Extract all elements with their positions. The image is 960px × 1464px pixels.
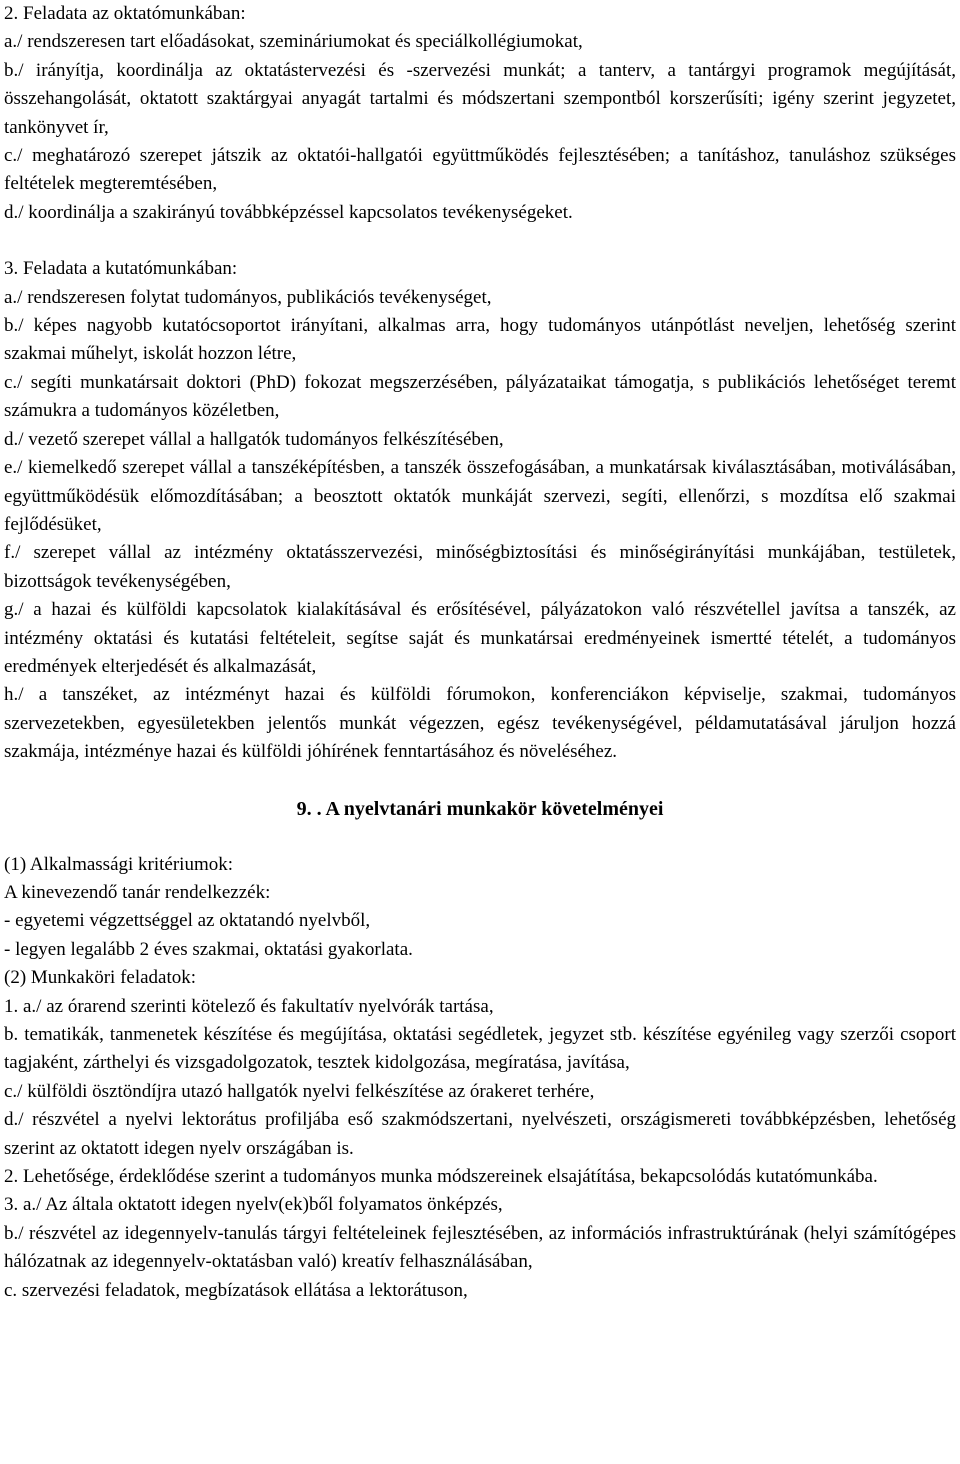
section-3-item-c: c./ segíti munkatársait doktori (PhD) fokozat megszerzésében, pályázataikat támogatja, s publikációs lehetőséget teremt számukra a tudományos közéletben,: [4, 371, 956, 422]
duty-3a: 3. a./ Az általa oktatott idegen nyelv(ek)ből folyamatos önképzés,: [4, 1194, 503, 1216]
section-3-item-e: e./ kiemelkedő szerepet vállal a tanszéképítésben, a tanszék összefogásában, a munkatársak kiválasztásában, motiválásában, együttműködésük előmozdításában; a beosztott oktatók munkáját szervezi, segíti, ellenőrzi, s mozdítsa elő szakmai fejlődésüket,: [4, 457, 956, 535]
criteria-intro: A kinevezendő tanár rendelkezzék:: [4, 881, 271, 903]
section-2-item-d: d./ koordinálja a szakirányú továbbképzéssel kapcsolatos tevékenységeket.: [4, 201, 573, 223]
section-3-item-b: b./ képes nagyobb kutatócsoportot irányítani, alkalmas arra, hogy tudományos utánpótlást neveljen, lehetőség szerint szakmai műhelyt, iskolát hozzon létre,: [4, 315, 956, 365]
section-2-item-b: b./ irányítja, koordinálja az oktatástervezési és -szervezési munkát; a tanterv, a tantárgyi programok megújítását, összehangolását, oktatott szaktárgyai anyagát tartalmi és módszertani szempontból korszerűsíti; igény szerint jegyzetet, tankönyvet ír,: [4, 59, 956, 138]
spacer: [4, 227, 956, 255]
section-3-item-a: a./ rendszeresen folytat tudományos, publikációs tevékenységet,: [4, 286, 492, 308]
section-3-item-d: d./ vezető szerepet vállal a hallgatók tudományos felkészítésében,: [4, 428, 504, 450]
spacer: [4, 767, 956, 795]
section-3-item-h: h./ a tanszéket, az intézményt hazai és külföldi fórumokon, konferenciákon képviselje, szakmai, tudományos szervezetekben, egyesületekben jelentős munkát végezzen, egész tevékenységével, példamutatásával járuljon hozzá szakmája, intézménye hazai és külföldi jóhírének fenntartásához és növeléséhez.: [4, 684, 956, 763]
spacer: [4, 823, 956, 851]
section-2-title: 2. Feladata az oktatómunkában:: [4, 3, 246, 24]
section-2-item-a: a./ rendszeresen tart előadásokat, szemináriumokat és speciálkollégiumokat,: [4, 31, 583, 53]
section-2-item-c: c./ meghatározó szerepet játszik az oktatói-hallgatói együttműködés fejlesztésében; a tanításhoz, tanuláshoz szükséges feltételek megteremtésében,: [4, 145, 956, 195]
duty-1d: d./ részvétel a nyelvi lektorátus profiljába eső szakmódszertani, nyelvészeti, országismereti továbbképzésben, lehetőség szerint az oktatott idegen nyelv országában is.: [4, 1109, 956, 1159]
criteria-title: (1) Alkalmassági kritériumok:: [4, 853, 234, 875]
section-3-item-f: f./ szerepet vállal az intézmény oktatásszervezési, minőségbiztosítási és minőségirányítási munkájában, testületek, bizottságok tevékenységében,: [4, 542, 956, 592]
section-3-title: 3. Feladata a kutatómunkában:: [4, 258, 238, 280]
section-3-item-g: g./ a hazai és külföldi kapcsolatok kialakításával és erősítésével, pályázatokon való részvétellel javítsa a tanszék, az intézmény oktatási és kutatási feltételeit, segítse saját és munkatársai eredményeinek ismertté tételét, a tudományos eredmények elterjedését és alkalmazását,: [4, 599, 956, 677]
duty-2: 2. Lehetősége, érdeklődése szerint a tudományos munka módszereinek elsajátítása, bekapcsolódás kutatómunkába.: [4, 1166, 878, 1188]
duty-1a: 1. a./ az órarend szerinti kötelező és fakultatív nyelvórák tartása,: [4, 995, 494, 1017]
duty-1b: b. tematikák, tanmenetek készítése és megújítása, oktatási segédletek, jegyzet stb. készítése egyénileg vagy szerzői csoport tagjaként, zárthelyi és vizsgadolgozatok, tesztek kidolgozása, megíratása, javítása,: [4, 1024, 956, 1074]
criteria-item-2: - legyen legalább 2 éves szakmai, oktatási gyakorlata.: [4, 938, 413, 960]
duty-3b: b./ részvétel az idegennyelv-tanulás tárgyi feltételeinek fejlesztésében, az információs infrastruktúrának (helyi számítógépes hálózatnak az idegennyelv-oktatásban való) kreatív felhasználásában,: [4, 1222, 956, 1273]
duties-title: (2) Munkaköri feladatok:: [4, 967, 197, 989]
duty-3c: c. szervezési feladatok, megbízatások ellátása a lektorátuson,: [4, 1279, 468, 1301]
section-heading: 9. . A nyelvtanári munkakör követelményei: [296, 797, 664, 820]
duty-1c: c./ külföldi ösztöndíjra utazó hallgatók nyelvi felkészítése az órakeret terhére,: [4, 1080, 595, 1102]
criteria-item-1: - egyetemi végzettséggel az oktatandó nyelvből,: [4, 910, 371, 932]
